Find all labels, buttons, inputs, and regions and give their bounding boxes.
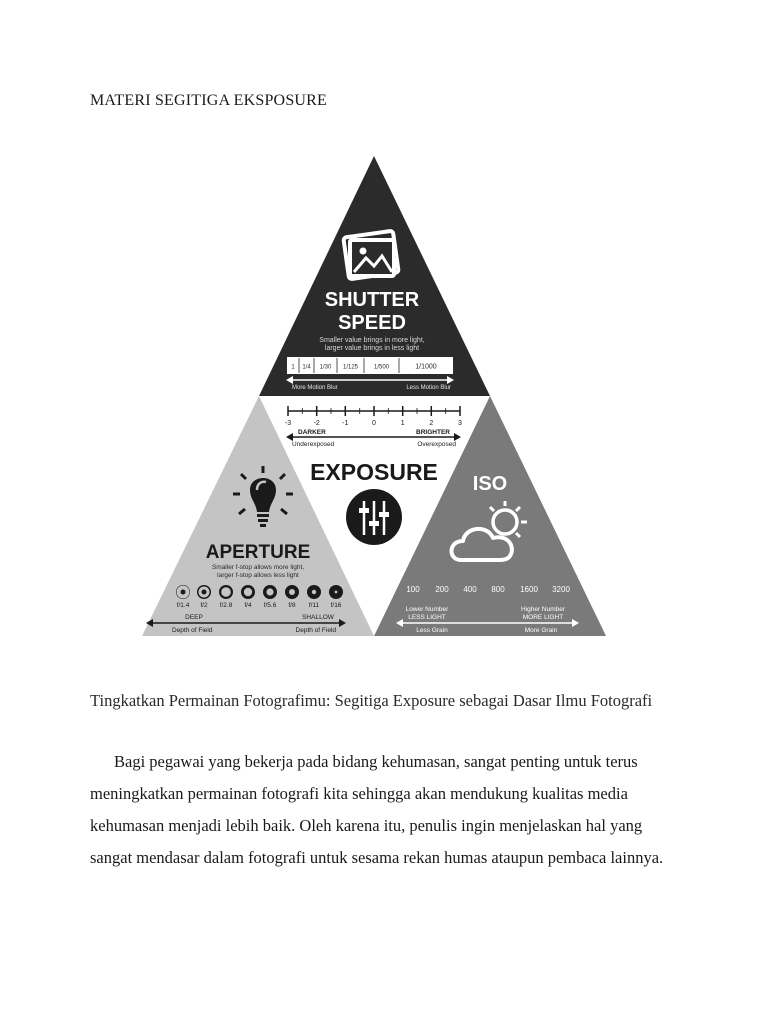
exposure-scale-label: -1 bbox=[342, 420, 349, 427]
exposure-right-sub: Overexposed bbox=[417, 441, 456, 448]
exposure-title: EXPOSURE bbox=[310, 459, 438, 485]
aperture-stop-label: f/16 bbox=[330, 602, 342, 609]
shutter-value: 1/30 bbox=[319, 364, 332, 371]
aperture-desc-line2: larger f-stop allows less light bbox=[217, 572, 299, 579]
aperture-left-label: DEEP bbox=[185, 614, 203, 621]
aperture-right-sub: Depth of Field bbox=[295, 627, 336, 634]
shutter-title-line2: SPEED bbox=[338, 312, 406, 334]
shutter-value-bar bbox=[287, 357, 453, 374]
iso-value-label: 100 bbox=[406, 585, 420, 594]
shutter-arrow-left-label: More Motion Blur bbox=[292, 385, 338, 391]
exposure-scale-label: 3 bbox=[458, 420, 462, 427]
aperture-stop-label: f/5.6 bbox=[263, 602, 277, 609]
exposure-left-label: DARKER bbox=[298, 429, 326, 436]
exposure-left-sub: Underexposed bbox=[292, 441, 335, 448]
aperture-stop-label: f/8 bbox=[288, 602, 296, 609]
exposure-scale-label: 1 bbox=[400, 420, 405, 427]
shutter-value: 1/4 bbox=[302, 364, 311, 371]
shutter-value: 1/1000 bbox=[415, 363, 437, 371]
exposure-scale-label: 2 bbox=[429, 420, 434, 427]
iso-left-bottom: Less Grain bbox=[416, 627, 448, 634]
aperture-desc-line1: Smaller f-stop allows more light, bbox=[211, 564, 305, 571]
article-subtitle: Tingkatkan Permainan Fotografimu: Segitiga Exposure sebagai Dasar Ilmu Fotografi bbox=[90, 691, 653, 710]
shutter-value: 1/125 bbox=[342, 364, 359, 371]
aperture-right-label: SHALLOW bbox=[302, 614, 334, 621]
shutter-desc-line2: larger value brings in less light bbox=[324, 345, 420, 352]
shutter-value: 1 bbox=[291, 364, 295, 371]
aperture-stop-label: f/11 bbox=[308, 602, 320, 609]
aperture-stop-label: f/2.8 bbox=[219, 602, 233, 609]
shutter-desc-line1: Smaller value brings in more light, bbox=[319, 337, 425, 344]
aperture-icon bbox=[219, 585, 233, 599]
exposure-right-label: BRIGHTER bbox=[416, 429, 450, 436]
iso-title: ISO bbox=[472, 473, 508, 495]
aperture-icon bbox=[176, 585, 190, 599]
aperture-title: APERTURE bbox=[205, 542, 311, 563]
iso-value-label: 3200 bbox=[552, 585, 570, 594]
paragraph-text: Bagi pegawai yang bekerja pada bidang kehumasan, sangat penting untuk terus meningkatkan permainan fotografi kita sehingga akan mendukung kualitas media kehumasan menjadi lebih baik. Oleh karena itu, penulis ingin menjelaskan hal yang sangat mendasar dalam fotografi untuk sesama rekan humas ataupun pembaca lainnya. bbox=[90, 752, 664, 867]
aperture-icon bbox=[329, 585, 343, 599]
aperture-icon bbox=[285, 585, 299, 599]
exposure-scale bbox=[288, 406, 460, 416]
aperture-icon bbox=[197, 585, 211, 599]
shutter-value: 1/500 bbox=[373, 364, 390, 371]
iso-value-label: 400 bbox=[463, 585, 477, 594]
aperture-icon bbox=[307, 585, 321, 599]
iso-left-label: Lower Number bbox=[405, 606, 449, 613]
iso-value-label: 800 bbox=[491, 585, 505, 594]
iso-right-sub: MORE LIGHT bbox=[522, 614, 564, 621]
aperture-icon bbox=[263, 585, 277, 599]
photo-icon bbox=[343, 231, 398, 280]
exposure-scale-label: -3 bbox=[284, 420, 292, 427]
exposure-scale-label: 0 bbox=[372, 420, 376, 427]
aperture-icon bbox=[241, 585, 255, 599]
iso-value-label: 200 bbox=[435, 585, 449, 594]
aperture-stop-label: f/4 bbox=[244, 602, 252, 609]
iso-value-label: 1600 bbox=[520, 585, 538, 594]
article-paragraph bbox=[90, 746, 680, 874]
sliders-icon bbox=[346, 489, 402, 545]
exposure-scale-label: -2 bbox=[313, 420, 320, 427]
shutter-arrow-right-label: Less Motion Blur bbox=[406, 385, 451, 391]
aperture-stop-label: f/1.4 bbox=[176, 602, 190, 609]
aperture-stop-label: f/2 bbox=[200, 602, 208, 609]
aperture-left-sub: Depth of Field bbox=[172, 627, 213, 634]
iso-right-label: Higher Number bbox=[520, 606, 566, 613]
shutter-title-line1: SHUTTER bbox=[324, 289, 420, 311]
iso-triangle bbox=[374, 396, 606, 636]
page-title: MATERI SEGITIGA EKSPOSURE bbox=[90, 92, 328, 109]
iso-left-sub: LESS LIGHT bbox=[408, 614, 446, 621]
iso-right-bottom: More Grain bbox=[524, 627, 558, 634]
